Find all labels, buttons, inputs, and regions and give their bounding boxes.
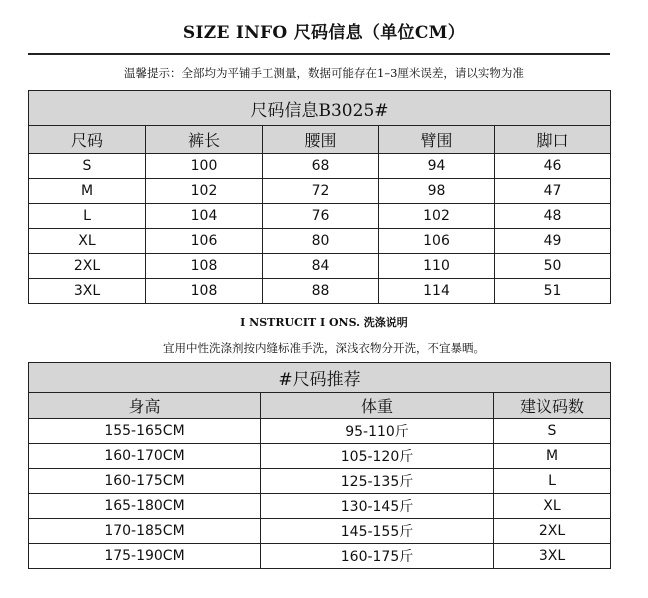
table-cell: 170-185CM bbox=[29, 519, 261, 544]
recommend-table-title: #尺码推荐 bbox=[29, 363, 611, 393]
header-cell: 建议码数 bbox=[494, 393, 611, 419]
table-row bbox=[29, 154, 611, 179]
table-cell: 110 bbox=[379, 254, 495, 279]
table-cell: 104 bbox=[146, 204, 263, 229]
instructions-text: 宜用中性洗涤剂按内缝标准手洗，深浅衣物分开洗，不宜暴晒。 bbox=[163, 341, 485, 355]
size-table-header bbox=[29, 126, 611, 154]
header-cell: 腰围 bbox=[263, 126, 379, 154]
table-cell: 3XL bbox=[29, 279, 146, 304]
table-cell: 84 bbox=[263, 254, 379, 279]
table-cell: 175-190CM bbox=[29, 544, 261, 569]
table-cell: 72 bbox=[263, 179, 379, 204]
table-cell: 108 bbox=[146, 254, 263, 279]
table-row bbox=[29, 204, 611, 229]
header-cell: 裤长 bbox=[146, 126, 263, 154]
table-cell: 106 bbox=[146, 229, 263, 254]
table-cell: 94 bbox=[379, 154, 495, 179]
header-cell: 体重 bbox=[261, 393, 494, 419]
table-cell: L bbox=[29, 204, 146, 229]
table-cell: 105-120斤 bbox=[261, 444, 494, 469]
recommend-table-header bbox=[29, 393, 611, 419]
size-info-table bbox=[28, 90, 611, 304]
table-cell: 102 bbox=[146, 179, 263, 204]
table-row bbox=[29, 419, 611, 444]
table-cell: XL bbox=[29, 229, 146, 254]
table-cell: XL bbox=[494, 494, 611, 519]
page-title: SIZE INFO 尺码信息（单位CM） bbox=[182, 23, 466, 43]
table-cell: L bbox=[494, 469, 611, 494]
table-cell: M bbox=[494, 444, 611, 469]
table-cell: 80 bbox=[263, 229, 379, 254]
table-row bbox=[29, 494, 611, 519]
table-cell: M bbox=[29, 179, 146, 204]
table-row bbox=[29, 254, 611, 279]
table-row bbox=[29, 179, 611, 204]
table-cell: 46 bbox=[495, 154, 611, 179]
table-row bbox=[29, 279, 611, 304]
table-cell: 50 bbox=[495, 254, 611, 279]
table-cell: 165-180CM bbox=[29, 494, 261, 519]
table-cell: 88 bbox=[263, 279, 379, 304]
table-row bbox=[29, 229, 611, 254]
title-divider bbox=[28, 53, 610, 55]
table-cell: 160-175斤 bbox=[261, 544, 494, 569]
table-cell: 125-135斤 bbox=[261, 469, 494, 494]
table-cell: S bbox=[494, 419, 611, 444]
table-cell: 68 bbox=[263, 154, 379, 179]
table-cell: 98 bbox=[379, 179, 495, 204]
table-cell: 114 bbox=[379, 279, 495, 304]
table-cell: 51 bbox=[495, 279, 611, 304]
table-row bbox=[29, 544, 611, 569]
header-cell: 身高 bbox=[29, 393, 261, 419]
table-cell: 108 bbox=[146, 279, 263, 304]
table-row bbox=[29, 519, 611, 544]
table-cell: 49 bbox=[495, 229, 611, 254]
header-cell: 尺码 bbox=[29, 126, 146, 154]
table-cell: 2XL bbox=[29, 254, 146, 279]
header-cell: 脚口 bbox=[495, 126, 611, 154]
table-cell: 100 bbox=[146, 154, 263, 179]
table-cell: 3XL bbox=[494, 544, 611, 569]
table-cell: 155-165CM bbox=[29, 419, 261, 444]
table-cell: 160-175CM bbox=[29, 469, 261, 494]
table-cell: 2XL bbox=[494, 519, 611, 544]
table-cell: 130-145斤 bbox=[261, 494, 494, 519]
table-cell: 47 bbox=[495, 179, 611, 204]
table-cell: 145-155斤 bbox=[261, 519, 494, 544]
header-cell: 臂围 bbox=[379, 126, 495, 154]
table-cell: 76 bbox=[263, 204, 379, 229]
size-recommendation-table bbox=[28, 362, 611, 569]
table-cell: 48 bbox=[495, 204, 611, 229]
table-row bbox=[29, 469, 611, 494]
table-cell: 102 bbox=[379, 204, 495, 229]
table-cell: 106 bbox=[379, 229, 495, 254]
table-cell: S bbox=[29, 154, 146, 179]
table-cell: 160-170CM bbox=[29, 444, 261, 469]
size-table-title: 尺码信息B3025# bbox=[29, 91, 611, 126]
measurement-notice: 温馨提示：全部均为平铺手工测量，数据可能存在1–3厘米误差，请以实物为准 bbox=[124, 66, 524, 80]
instructions-title: I NSTRUCIT I ONS. 洗涤说明 bbox=[240, 316, 408, 329]
table-row bbox=[29, 444, 611, 469]
table-cell: 95-110斤 bbox=[261, 419, 494, 444]
